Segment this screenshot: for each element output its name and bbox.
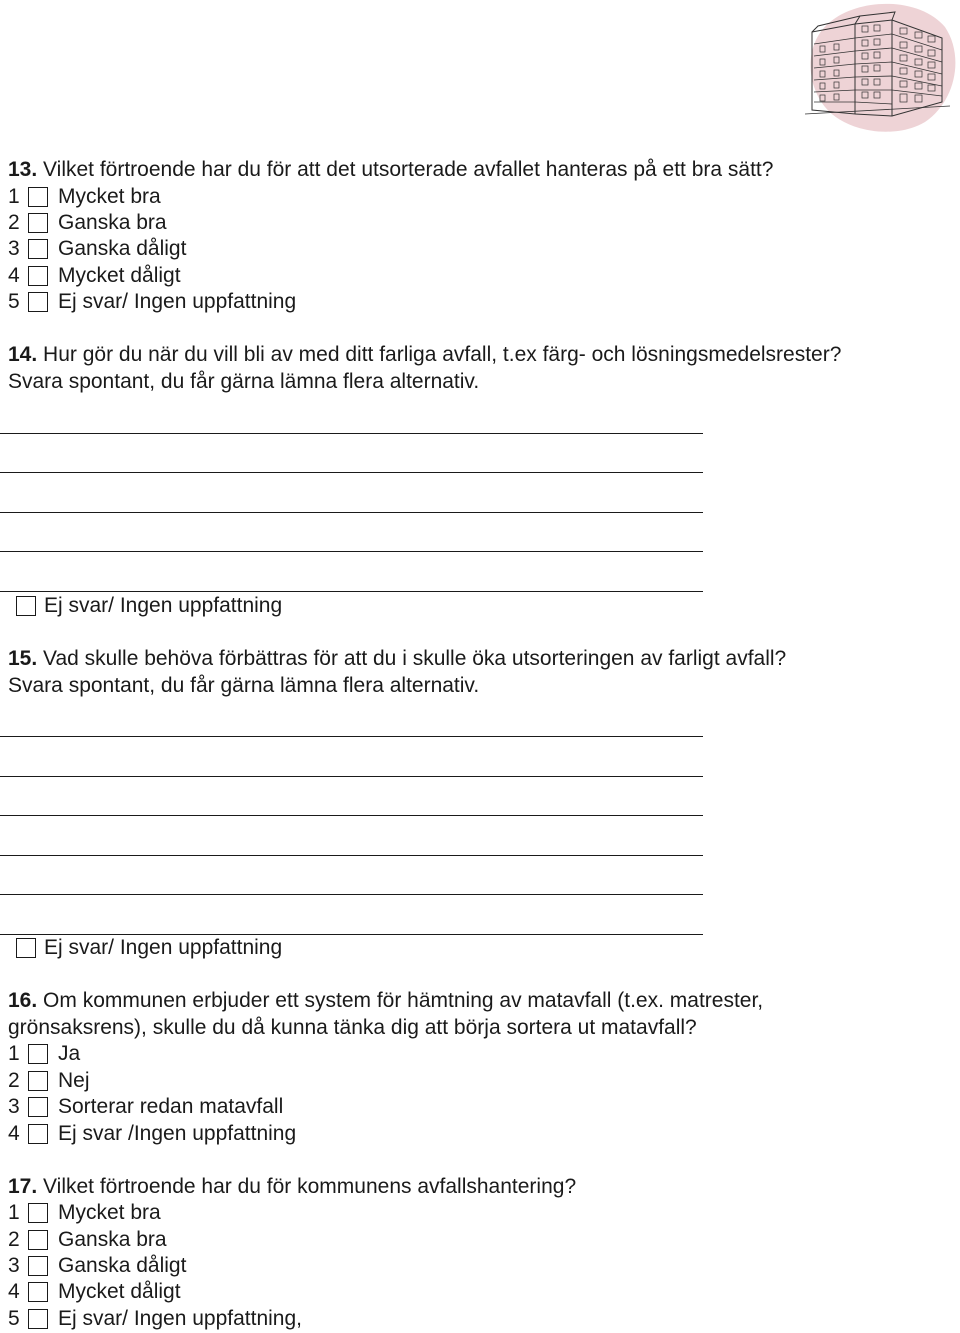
q16-option-4[interactable] [8, 1121, 296, 1147]
option-label: Ganska dåligt [58, 237, 187, 260]
checkbox[interactable] [28, 1071, 48, 1091]
q17-option-1[interactable] [8, 1200, 161, 1226]
question-13 [8, 157, 773, 183]
question-number: 14. [8, 343, 38, 366]
option-label: Mycket dåligt [58, 1280, 181, 1303]
question-text: Vilket förtroende har du för kommunens avfallshantering? [37, 1175, 577, 1198]
option-number: 1 [8, 1201, 20, 1224]
option-label: Ganska bra [58, 211, 167, 234]
q16-option-3[interactable] [8, 1094, 283, 1120]
question-15 [8, 646, 786, 672]
question-number: 16. [8, 989, 38, 1012]
option-label: Ganska bra [58, 1228, 167, 1251]
option-number: 4 [8, 1280, 20, 1303]
option-label: Sorterar redan matavfall [58, 1095, 284, 1118]
q13-option-3[interactable] [8, 236, 186, 262]
question-text: Hur gör du när du vill bli av med ditt farliga avfall, t.ex färg- och lösningsmedelsrester? [37, 343, 842, 366]
option-number: 1 [8, 1042, 20, 1065]
answer-line[interactable] [0, 591, 703, 592]
option-number: 5 [8, 290, 20, 313]
q16-option-2[interactable] [8, 1068, 90, 1094]
question-number: 13. [8, 158, 38, 181]
answer-line[interactable] [0, 776, 703, 777]
option-label: Ej svar/ Ingen uppfattning [58, 290, 297, 313]
option-label: Nej [58, 1069, 90, 1092]
question-instruction: Svara spontant, du får gärna lämna flera alternativ. [8, 370, 480, 393]
checkbox[interactable] [28, 1203, 48, 1223]
option-label: Ej svar/ Ingen uppfattning [44, 594, 283, 617]
option-number: 3 [8, 237, 20, 260]
question-text: Vilket förtroende har du för att det utsorterade avfallet hanteras på ett bra sätt? [37, 158, 774, 181]
checkbox[interactable] [28, 1124, 48, 1144]
q13-option-5[interactable] [8, 289, 296, 315]
question-number: 17. [8, 1175, 38, 1198]
checkbox[interactable] [28, 1044, 48, 1064]
option-number: 2 [8, 211, 20, 234]
option-label: Ja [58, 1042, 81, 1065]
checkbox[interactable] [16, 596, 36, 616]
checkbox[interactable] [28, 266, 48, 286]
option-number: 5 [8, 1307, 20, 1330]
question-16 [8, 988, 763, 1014]
checkbox[interactable] [28, 1230, 48, 1250]
question-instruction: Svara spontant, du får gärna lämna flera alternativ. [8, 674, 480, 697]
option-label: Ganska dåligt [58, 1254, 187, 1277]
question-17 [8, 1174, 576, 1200]
option-label: Mycket bra [58, 1201, 161, 1224]
q17-option-5[interactable] [8, 1306, 302, 1332]
option-number: 2 [8, 1069, 20, 1092]
option-label: Ej svar/ Ingen uppfattning [44, 936, 283, 959]
answer-line[interactable] [0, 551, 703, 552]
question-text: Om kommunen erbjuder ett system för hämtning av matavfall (t.ex. matrester, [37, 989, 764, 1012]
answer-line[interactable] [0, 472, 703, 473]
q16-option-1[interactable] [8, 1041, 80, 1067]
q17-option-2[interactable] [8, 1227, 167, 1253]
checkbox[interactable] [28, 1309, 48, 1329]
q13-option-2[interactable] [8, 210, 167, 236]
checkbox[interactable] [16, 938, 36, 958]
option-label: Mycket dåligt [58, 264, 181, 287]
option-number: 3 [8, 1095, 20, 1118]
checkbox[interactable] [28, 1097, 48, 1117]
question-14 [8, 342, 841, 368]
q13-option-4[interactable] [8, 263, 181, 289]
question-number: 15. [8, 647, 38, 670]
checkbox[interactable] [28, 1256, 48, 1276]
answer-line[interactable] [0, 815, 703, 816]
checkbox[interactable] [28, 187, 48, 207]
answer-line[interactable] [0, 894, 703, 895]
answer-line[interactable] [0, 736, 703, 737]
answer-line[interactable] [0, 433, 703, 434]
option-number: 4 [8, 264, 20, 287]
building-logo-icon [800, 2, 958, 132]
question-text: Vad skulle behöva förbättras för att du i skulle öka utsorteringen av farligt avfall? [37, 647, 787, 670]
q13-option-1[interactable] [8, 184, 161, 210]
checkbox[interactable] [28, 213, 48, 233]
option-label: Ej svar /Ingen uppfattning [58, 1122, 297, 1145]
checkbox[interactable] [28, 1282, 48, 1302]
question-text-continued: grönsaksrens), skulle du då kunna tänka dig att börja sortera ut matavfall? [8, 1016, 697, 1039]
option-number: 2 [8, 1228, 20, 1251]
checkbox[interactable] [28, 292, 48, 312]
option-number: 3 [8, 1254, 20, 1277]
option-number: 1 [8, 185, 20, 208]
q17-option-4[interactable] [8, 1279, 181, 1305]
checkbox[interactable] [28, 239, 48, 259]
answer-line[interactable] [0, 855, 703, 856]
answer-line[interactable] [0, 512, 703, 513]
option-number: 4 [8, 1122, 20, 1145]
option-label: Mycket bra [58, 185, 161, 208]
q14-no-answer-option[interactable] [16, 593, 282, 619]
q17-option-3[interactable] [8, 1253, 186, 1279]
option-label: Ej svar/ Ingen uppfattning, [58, 1307, 302, 1330]
q15-no-answer-option[interactable] [16, 935, 282, 961]
